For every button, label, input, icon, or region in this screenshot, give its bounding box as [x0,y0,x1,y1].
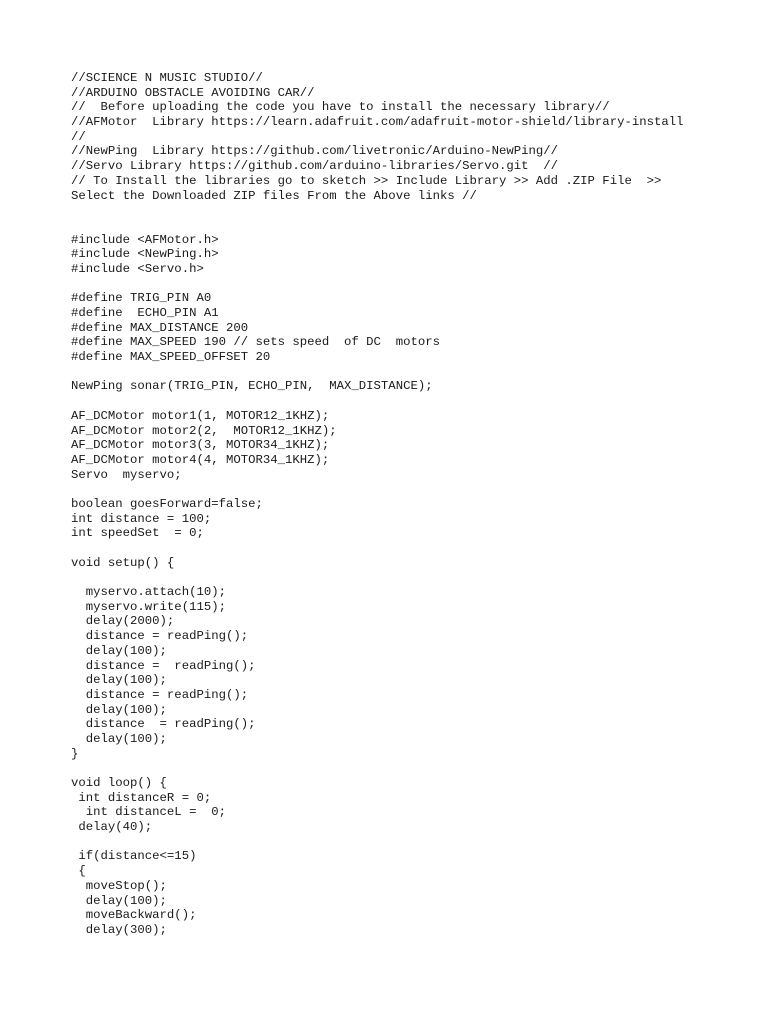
code-line: delay(100); [71,731,167,746]
code-line: { [71,864,86,879]
code-line: if(distance<=15) [71,849,197,864]
code-line [71,218,751,233]
code-line: AF_DCMotor motor2(2, MOTOR12_1KHZ); [71,423,337,438]
code-line: delay(100); [71,702,167,717]
code-line [71,277,751,292]
code-line: } [71,746,79,761]
code-line: Servo myservo; [71,467,182,482]
code-line: // Before uploading the code you have to install the necessary library// [71,100,610,115]
code-line [71,365,751,380]
code-line [71,203,751,218]
code-line: distance = readPing(); [71,687,249,702]
code-line: myservo.attach(10); [71,585,226,600]
code-line: distance = readPing(); [71,629,249,644]
code-line: boolean goesForward=false; [71,496,263,511]
code-line: void loop() { [71,776,167,790]
code-line: AF_DCMotor motor1(1, MOTOR12_1KHZ); [71,408,330,423]
code-line [71,761,751,776]
code-listing [71,71,751,938]
code-line: int distance = 100; [71,511,212,526]
code-line: //AFMotor Library https://learn.adafruit.com/adafruit-motor-shield/library-install [71,115,684,130]
code-line: Select the Downloaded ZIP files From the Above links // [71,188,477,203]
code-line [71,482,751,497]
code-line: NewPing sonar(TRIG_PIN, ECHO_PIN, MAX_DISTANCE); [71,379,433,394]
code-line: // [71,129,86,144]
code-line: #include <AFMotor.h> [71,232,219,247]
code-line: delay(100); [71,643,167,658]
code-line: myservo.write(115); [71,599,226,614]
code-line [71,394,751,409]
code-line: //NewPing Library https://github.com/livetronic/Arduino-NewPing// [71,144,559,159]
code-line: AF_DCMotor motor4(4, MOTOR34_1KHZ); [71,452,330,467]
code-line: //SCIENCE N MUSIC STUDIO// [71,71,263,85]
code-line: #include <Servo.h> [71,261,204,276]
code-line: delay(100); [71,673,167,688]
code-line: distance = readPing(); [71,717,256,732]
code-line: delay(2000); [71,614,175,629]
code-line: #define MAX_DISTANCE 200 [71,320,249,335]
code-line: int speedSet = 0; [71,526,204,541]
code-line: moveBackward(); [71,908,197,923]
code-line: #define MAX_SPEED_OFFSET 20 [71,350,271,365]
code-line: #include <NewPing.h> [71,247,219,262]
code-line: delay(100); [71,893,167,908]
code-line: AF_DCMotor motor3(3, MOTOR34_1KHZ); [71,438,330,453]
code-line: moveStop(); [71,878,167,893]
code-line: int distanceR = 0; [71,790,212,805]
code-line: #define ECHO_PIN A1 [71,306,219,320]
code-line [71,570,751,585]
code-line [71,835,751,850]
code-line: int distanceL = 0; [71,805,226,820]
code-line: distance = readPing(); [71,658,256,673]
code-line: delay(300); [71,922,167,937]
code-line: // To Install the libraries go to sketch >> Include Library >> Add .ZIP File >> [71,173,662,188]
code-line: //Servo Library https://github.com/arduino-libraries/Servo.git // [71,159,559,174]
code-line: #define MAX_SPEED 190 // sets speed of DC motors [71,335,440,350]
code-line: //ARDUINO OBSTACLE AVOIDING CAR// [71,85,315,100]
code-line: delay(40); [71,820,153,835]
code-line [71,541,751,556]
code-line: void setup() { [71,555,175,570]
code-line: #define TRIG_PIN A0 [71,291,212,306]
